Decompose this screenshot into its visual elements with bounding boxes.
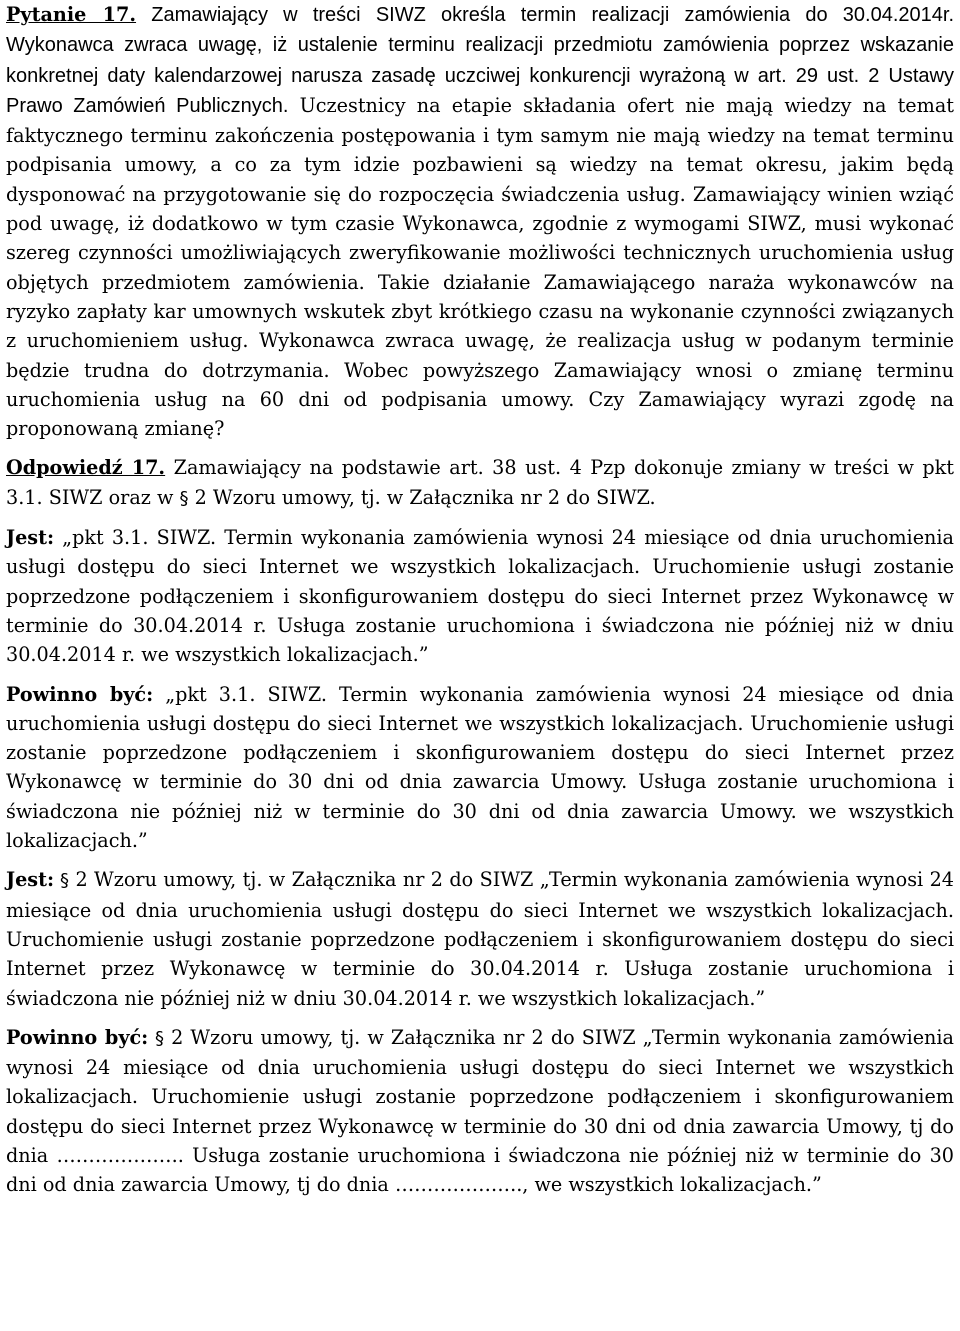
is-label-2: Jest: (6, 868, 55, 892)
answer-label: Odpowiedź 17. (6, 456, 166, 480)
should-be-text-2: 2 Wzoru umowy, tj. w Załącznika nr 2 do SIWZ „Termin wykonania zamówienia wynosi 24 miesiące od dnia uruchomienia usługi dostępu do sieci Internet we wszystkich lokalizacjach. Uruchomienie usługi zostanie poprzedzone podłączeniem i skonfigurowaniem dostępu do sieci Internet przez Wykonawcę w terminie do 30 dni od dnia zawarcia Umowy, tj do dnia ……………….. Usługa zostanie uruchomiona i świadczona nie później niż w terminie do 30 dni od dnia zawarcia Umowy, tj do dnia ……………….., we wszystkich lokalizacjach.” (6, 1025, 954, 1197)
is-paragraph-2 (6, 865, 954, 1012)
should-be-paragraph-1 (6, 680, 954, 856)
is-text-2: 2 Wzoru umowy, tj. w Załącznika nr 2 do SIWZ „Termin wykonania zamówienia wynosi 24 miesiące od dnia uruchomienia usługi dostępu do sieci Internet we wszystkich lokalizacjach. Uruchomienie usługi zostanie poprzedzone podłączeniem i skonfigurowaniem dostępu do sieci Internet przez Wykonawcę w terminie do 30.04.2014 r. Usługa zostanie uruchomiona i świadczona nie później niż w dniu 30.04.2014 r. we wszystkich lokalizacjach.” (6, 868, 954, 1010)
question-paragraph (6, 0, 954, 443)
is-paragraph-1 (6, 523, 954, 669)
section-sign: § (179, 487, 189, 509)
answer-text-part2: 2 Wzoru umowy, tj. w Załącznika nr 2 do SIWZ. (188, 485, 656, 509)
section-sign: § (148, 1027, 164, 1049)
section-sign: § (54, 870, 70, 892)
answer-paragraph (6, 453, 954, 513)
should-be-text-1: „pkt 3.1. SIWZ. Termin wykonania zamówienia wynosi 24 miesiące od dnia uruchomienia usługi dostępu do sieci Internet we wszystkich lokalizacjach. Uruchomienie usługi zostanie poprzedzone podłączeniem i skonfigurowaniem dostępu do sieci Internet przez Wykonawcę w terminie do 30 dni od dnia zawarcia Umowy. Usługa zostanie uruchomiona i świadczona nie później niż w terminie do 30 dni od dnia zawarcia Umowy. we wszystkich lokalizacjach.” (6, 682, 954, 853)
is-text-1: „pkt 3.1. SIWZ. Termin wykonania zamówienia wynosi 24 miesiące od dnia uruchomienia usługi dostępu do sieci Internet we wszystkich lokalizacjach. Uruchomienie usługi zostanie poprzedzone podłączeniem i skonfigurowaniem dostępu do sieci Internet przez Wykonawcę w terminie do 30.04.2014 r. Usługa zostanie uruchomiona i świadczona nie później niż w dniu 30.04.2014 r. we wszystkich lokalizacjach.” (6, 526, 954, 667)
should-be-paragraph-2 (6, 1023, 954, 1200)
answer-text-part1: Zamawiający na podstawie art. 38 ust. 4 Pzp dokonuje zmiany w treści w pkt 3.1. SIWZ oraz w (6, 456, 955, 509)
question-label: Pytanie 17. (6, 3, 137, 26)
document-page (6, 0, 954, 1200)
should-be-label-1: Powinno być: (6, 682, 154, 706)
question-text-part2: Uczestnicy na etapie składania ofert nie mają wiedzy na temat faktycznego terminu zakończenia postępowania i tym samym nie mają wiedzy na temat terminu podpisania umowy, a co za tym idzie pozbawieni są wiedzy na temat okresu, jakim będą dysponować na przygotowanie się do rozpoczęcia świadczenia usług. Zamawiający winien wziąć pod uwagę, iż dodatkowo w tym czasie Wykonawca, zgodnie z wymogami SIWZ, musi wykonać szereg czynności umożliwiających zweryfikowanie możliwości technicznych uruchomienia usług objętych przedmiotem zamówienia. Takie działanie Zamawiającego naraża wykonawców na ryzyko zapłaty kar umownych wskutek zbyt krótkiego czasu na wykonanie czynności związanych z uruchomieniem usług. Wykonawca zwraca uwagę, że realizacja usług w podanym terminie będzie trudna do dotrzymania. Wobec powyższego Zamawiający wnosi o zmianę terminu uruchomienia usług na 60 dni od podpisania umowy. Czy Zamawiający wyrazi zgodę na proponowaną zmianę? (6, 93, 954, 441)
should-be-label-2: Powinno być: (6, 1025, 149, 1049)
is-label-1: Jest: (6, 526, 55, 550)
question-text-part1: Zamawiający w treści SIWZ określa termin realizacji zamówienia do 30.04.2014r. Wykonawca zwraca uwagę, iż ustalenie terminu realizacji przedmiotu zamówienia poprzez wskazanie konkretnej daty kalendarzowej narusza zasadę uczciwej konkurencji wyrażoną w art. 29 ust. 2 Ustawy Prawo Zamówień Publicznych. (6, 4, 954, 117)
